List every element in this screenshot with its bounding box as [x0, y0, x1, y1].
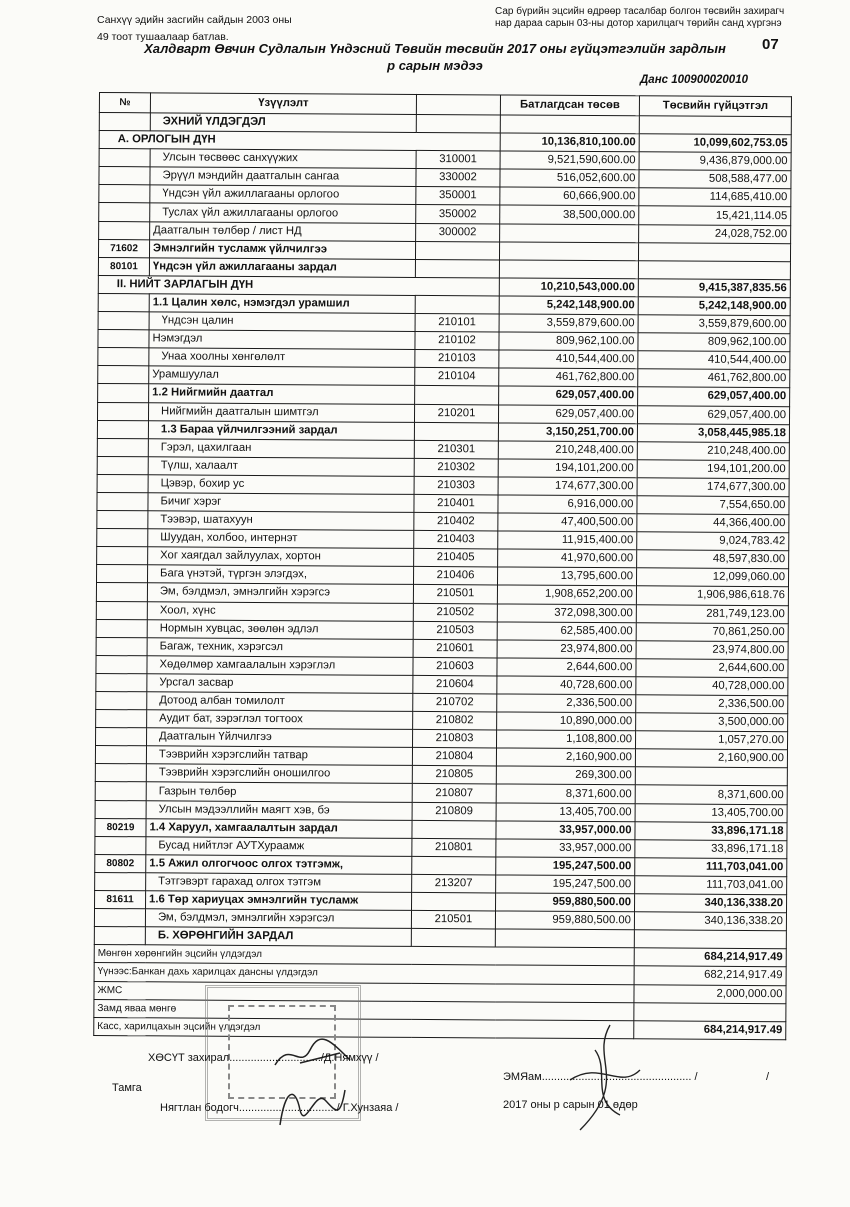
- cell-no: [98, 366, 149, 384]
- cell-no: [96, 655, 147, 673]
- cell-no: [97, 511, 148, 529]
- cell-indicator: Эм, бэлдмэл, эмнэлгийн хэрэгсэл: [145, 909, 411, 929]
- cell-no: [97, 529, 148, 547]
- cell-code: 210301: [414, 440, 498, 459]
- cell-code: 350002: [416, 205, 500, 224]
- col-header-budget: Батлагдсан төсөв: [500, 95, 639, 116]
- cell-code: 210102: [415, 332, 499, 351]
- cell-execution: 194,101,200.00: [637, 460, 789, 479]
- cell-code: 210403: [414, 531, 498, 550]
- cell-indicator: Аудит бат, зэрэглэл тогтоох: [147, 710, 413, 730]
- cell-no: [97, 456, 148, 474]
- cell-budget: 2,336,500.00: [497, 694, 636, 713]
- cell-execution: 3,559,879,600.00: [638, 315, 790, 334]
- cell-execution: [639, 116, 791, 135]
- row-label: Касс, харилцахын эцсийн үлдэгдэл: [94, 1017, 634, 1038]
- cell-indicator: Үндсэн үйл ажиллагааны орлогоо: [150, 185, 416, 205]
- cell-indicator: Үндсэн цалин: [149, 312, 415, 332]
- cell-no: [95, 800, 146, 818]
- cell-budget: 47,400,500.00: [498, 513, 637, 532]
- cell-no: [95, 746, 146, 764]
- cell-budget: [500, 224, 639, 243]
- cell-execution: 1,057,270.00: [635, 731, 787, 750]
- cell-execution: 9,024,783.42: [637, 532, 789, 551]
- cell-budget: 2,644,600.00: [497, 658, 636, 677]
- cell-budget: 210,248,400.00: [498, 441, 637, 460]
- title-line1: Халдварт Өвчин Судлалын Үндэсний Төвийн төсвийн 2017 оны гүйцэтгэлийн зардлын: [144, 41, 726, 56]
- cell-code: 210702: [413, 693, 497, 712]
- cell-budget: 9,521,590,600.00: [500, 151, 639, 170]
- cell-code: 210101: [415, 313, 499, 332]
- cell-code: [415, 259, 499, 278]
- cell-execution: 174,677,300.00: [637, 478, 789, 497]
- cell-code: [412, 856, 496, 875]
- cell-code: [414, 422, 498, 441]
- cell-code: 210604: [413, 675, 497, 694]
- cell-execution: 33,896,171.18: [635, 840, 787, 859]
- cell-indicator: Тээврийн хэрэгслийн оношилгоо: [146, 764, 412, 784]
- cell-code: [411, 929, 495, 948]
- header-left-line2: 49 тоот тушаалаар батлав.: [97, 31, 229, 43]
- cell-execution: 1,906,986,618.76: [636, 586, 788, 605]
- cell-budget: 11,915,400.00: [498, 531, 637, 550]
- cell-budget: 33,957,000.00: [496, 821, 635, 840]
- col-header-indicator: Үзүүлэлт: [150, 93, 416, 115]
- cell-budget: 629,057,400.00: [499, 386, 638, 405]
- cell-no: [96, 619, 147, 637]
- account-number: Данс 100900020010: [640, 74, 748, 86]
- cell-budget: 3,150,251,700.00: [498, 423, 637, 442]
- cell-code: [412, 820, 496, 839]
- cell-execution: 2,160,900.00: [635, 749, 787, 768]
- cell-execution: 111,703,041.00: [635, 876, 787, 895]
- cell-execution: 684,214,917.49: [634, 948, 786, 967]
- cell-code: 210803: [413, 730, 497, 749]
- cell-no: [97, 547, 148, 565]
- cell-budget: 1,108,800.00: [496, 730, 635, 749]
- cell-no: [99, 113, 150, 131]
- cell-budget: 5,242,148,900.00: [499, 296, 638, 315]
- cell-budget: 8,371,600.00: [496, 784, 635, 803]
- cell-code: 210103: [415, 350, 499, 369]
- cell-indicator: 1.1 Цалин хөлс, нэмэгдэл урамшил: [149, 294, 415, 314]
- cell-indicator: Хөдөлмөр хамгаалалын хэрэглэл: [147, 656, 413, 676]
- cell-code: 210405: [414, 549, 498, 568]
- cell-execution: 281,749,123.00: [636, 604, 788, 623]
- cell-indicator: Эмнэлгийн тусламж үйлчилгээ: [149, 239, 415, 259]
- cell-budget: 6,916,000.00: [498, 495, 637, 514]
- cell-budget: 60,666,900.00: [500, 187, 639, 206]
- cell-execution: 8,371,600.00: [635, 785, 787, 804]
- cell-code: 210303: [414, 476, 498, 495]
- cell-no: [96, 637, 147, 655]
- cell-execution: 210,248,400.00: [637, 441, 789, 460]
- cell-code: 210809: [412, 802, 496, 821]
- cell-no: [95, 836, 146, 854]
- cell-execution: 508,588,477.00: [639, 170, 791, 189]
- cell-budget: 41,970,600.00: [498, 549, 637, 568]
- cell-execution: 48,597,830.00: [637, 550, 789, 569]
- cell-indicator: Бусад нийтлэг АУТХураамж: [146, 837, 412, 857]
- cell-code: 310001: [416, 151, 500, 170]
- cell-execution: 10,099,602,753.05: [639, 134, 791, 153]
- cell-budget: 13,795,600.00: [497, 567, 636, 586]
- cell-no: [97, 492, 148, 510]
- row-label: Мөнгөн хөрөнгийн эцсийн үлдэгдэл: [94, 945, 634, 966]
- cell-indicator: 1.3 Бараа үйлчилгээний зардал: [148, 420, 414, 440]
- cell-no: [98, 384, 149, 402]
- cell-indicator: Нийгмийн даатгалын шимтгэл: [148, 402, 414, 422]
- cell-indicator: 1.2 Нийгмийн даатгал: [149, 384, 415, 404]
- cell-budget: 13,405,700.00: [496, 803, 635, 822]
- cell-budget: 33,957,000.00: [496, 839, 635, 858]
- cell-indicator: Тэтгэвэрт гарахад олгох тэтгэм: [146, 873, 412, 893]
- cell-no: [96, 673, 147, 691]
- cell-budget: 516,052,600.00: [500, 169, 639, 188]
- col-header-no: №: [99, 93, 150, 113]
- cell-execution: 23,974,800.00: [636, 641, 788, 660]
- cell-budget: 959,880,500.00: [495, 911, 634, 930]
- row-label: ЖМС: [94, 981, 634, 1002]
- cell-no: [96, 710, 147, 728]
- cell-code: 210501: [413, 585, 497, 604]
- cell-no: 81611: [95, 891, 146, 909]
- cell-indicator: Тээвэр, шатахуун: [148, 511, 414, 531]
- cell-code: [415, 295, 499, 314]
- header-left-line1: Санхүү эдийн засгийн сайдын 2003 оны: [97, 14, 292, 26]
- cell-code: [412, 892, 496, 911]
- cell-budget: 269,300.00: [496, 766, 635, 785]
- cell-indicator: Урамшуулал: [149, 366, 415, 386]
- cell-indicator: ЭХНИЙ ҮЛДЭГДЭЛ: [150, 113, 416, 133]
- stamp-label: Тамга: [112, 1082, 142, 1094]
- cell-execution: 13,405,700.00: [635, 803, 787, 822]
- cell-budget: 38,500,000.00: [500, 205, 639, 224]
- cell-indicator: Үндсэн үйл ажиллагааны зардал: [149, 258, 415, 278]
- cell-code: 210201: [414, 404, 498, 423]
- cell-no: [97, 402, 148, 420]
- cell-indicator: Туслах үйл ажиллагааны орлогоо: [150, 203, 416, 223]
- col-header-code: [416, 94, 500, 115]
- cell-budget: 195,247,500.00: [496, 857, 635, 876]
- report-table: [93, 92, 792, 1040]
- cell-indicator: Б. ХӨРӨНГИЙН ЗАРДАЛ: [145, 927, 411, 947]
- date-line: 2017 оны р сарын 01 өдөр: [503, 1099, 638, 1111]
- cell-execution: 2,336,500.00: [636, 695, 788, 714]
- cell-code: 210804: [412, 748, 496, 767]
- row-label: II. НИЙТ ЗАРЛАГЫН ДҮН: [98, 275, 499, 296]
- cell-indicator: Эрүүл мэндийн даатгалын сангаа: [150, 167, 416, 187]
- accountant-line: Нягтлан бодогч................................/ Г.Хунзаяа /: [160, 1102, 399, 1114]
- cell-execution: 3,058,445,985.18: [637, 423, 789, 442]
- cell-code: 210406: [413, 567, 497, 586]
- cell-budget: 174,677,300.00: [498, 477, 637, 496]
- cell-execution: 9,436,879,000.00: [639, 152, 791, 171]
- cell-indicator: Гэрэл, цахилгаан: [148, 438, 414, 458]
- cell-budget: 40,728,600.00: [497, 676, 636, 695]
- cell-execution: 629,057,400.00: [638, 387, 790, 406]
- cell-execution: 340,136,338.20: [635, 894, 787, 913]
- cell-no: [99, 167, 150, 185]
- cell-no: 71602: [98, 239, 149, 257]
- cell-budget: 10,210,543,000.00: [499, 278, 638, 297]
- cell-code: 210807: [412, 784, 496, 803]
- ministry-slash: /: [766, 1071, 770, 1083]
- cell-indicator: Түлш, халаалт: [148, 457, 414, 477]
- cell-code: 210603: [413, 657, 497, 676]
- cell-execution: [638, 261, 790, 280]
- row-label: А. ОРЛОГЫН ДҮН: [99, 131, 500, 152]
- cell-no: [99, 185, 150, 203]
- table-row: [94, 1017, 786, 1039]
- cell-budget: 461,762,800.00: [499, 368, 638, 387]
- cell-execution: 114,685,410.00: [639, 188, 791, 207]
- cell-no: [99, 221, 150, 239]
- cell-execution: 682,214,917.49: [634, 966, 786, 985]
- document-title: [110, 40, 760, 74]
- cell-code: 210501: [411, 911, 495, 930]
- cell-budget: [500, 115, 639, 134]
- cell-no: [99, 149, 150, 167]
- cell-code: 210402: [414, 512, 498, 531]
- cell-indicator: Нормын хувцас, зөөлөн эдлэл: [147, 619, 413, 639]
- cell-execution: [634, 1002, 786, 1021]
- cell-budget: 1,908,652,200.00: [497, 585, 636, 604]
- cell-execution: 809,962,100.00: [638, 333, 790, 352]
- cell-indicator: Урсгал засвар: [147, 674, 413, 694]
- cell-no: 80219: [95, 818, 146, 836]
- cell-execution: 15,421,114.05: [639, 206, 791, 225]
- cell-execution: 7,554,650.00: [637, 496, 789, 515]
- cell-execution: 410,544,400.00: [638, 351, 790, 370]
- cell-no: [97, 438, 148, 456]
- cell-execution: 70,861,250.00: [636, 622, 788, 641]
- cell-no: [96, 728, 147, 746]
- cell-no: 80101: [98, 257, 149, 275]
- cell-code: 210805: [412, 766, 496, 785]
- cell-indicator: Даатгалын төлбөр / лист НД: [150, 221, 416, 241]
- cell-no: [94, 927, 145, 945]
- cell-execution: 3,500,000.00: [636, 713, 788, 732]
- cell-no: [95, 782, 146, 800]
- cell-no: [97, 565, 148, 583]
- cell-code: 210802: [413, 712, 497, 731]
- cell-execution: 40,728,000.00: [636, 677, 788, 696]
- cell-code: 210801: [412, 838, 496, 857]
- cell-code: 210601: [413, 639, 497, 658]
- cell-execution: 2,000,000.00: [634, 984, 786, 1003]
- cell-indicator: 1.6 Төр хариуцах эмнэлгийн тусламж: [146, 891, 412, 911]
- row-label: Замд яваа мөнгө: [94, 999, 634, 1020]
- cell-no: [98, 348, 149, 366]
- cell-no: [98, 293, 149, 311]
- cell-indicator: Улсын төсвөөс санхүүжих: [150, 149, 416, 169]
- cell-indicator: Даатгалын Үйлчилгээ: [147, 728, 413, 748]
- cell-execution: 24,028,752.00: [639, 224, 791, 243]
- cell-execution: 2,644,600.00: [636, 659, 788, 678]
- cell-no: [98, 312, 149, 330]
- cell-code: 300002: [416, 223, 500, 242]
- cell-no: [98, 330, 149, 348]
- cell-no: [97, 474, 148, 492]
- cell-execution: 33,896,171.18: [635, 821, 787, 840]
- cell-execution: 684,214,917.49: [634, 1020, 786, 1039]
- cell-indicator: Шуудан, холбоо, интернэт: [148, 529, 414, 549]
- cell-execution: 12,099,060.00: [636, 568, 788, 587]
- cell-code: [416, 114, 500, 133]
- cell-indicator: Тээврийн хэрэгслийн татвар: [146, 746, 412, 766]
- header-right: Сар бүрийн эцсийн өдрөөр тасалбар болгон төсвийн захирагч нар дараа сарын 03-ны дотор харилцагч төрийн санд хүргэнэ: [495, 6, 785, 29]
- cell-code: 210502: [413, 603, 497, 622]
- cell-indicator: Нэмэгдэл: [149, 330, 415, 350]
- cell-budget: 23,974,800.00: [497, 640, 636, 659]
- cell-no: [94, 909, 145, 927]
- cell-budget: 195,247,500.00: [496, 875, 635, 894]
- cell-budget: 194,101,200.00: [498, 459, 637, 478]
- cell-budget: [499, 260, 638, 279]
- cell-indicator: Дотоод албан томилолт: [147, 692, 413, 712]
- cell-budget: 629,057,400.00: [498, 404, 637, 423]
- cell-code: 330002: [416, 169, 500, 188]
- cell-indicator: Унаа хоолны хөнгөлөлт: [149, 348, 415, 368]
- cell-budget: 10,136,810,100.00: [500, 133, 639, 152]
- cell-execution: [638, 242, 790, 261]
- cell-code: 210503: [413, 621, 497, 640]
- cell-budget: 3,559,879,600.00: [499, 314, 638, 333]
- cell-indicator: 1.4 Харуул, хамгаалалтын зардал: [146, 818, 412, 838]
- cell-indicator: 1.5 Ажил олгогчоос олгох тэтгэмж,: [146, 855, 412, 875]
- page-number: 07: [762, 36, 779, 53]
- title-line2: р сарын мэдээ: [387, 58, 483, 73]
- cell-budget: 959,880,500.00: [496, 893, 635, 912]
- cell-execution: [635, 767, 787, 786]
- cell-indicator: Газрын төлбөр: [146, 782, 412, 802]
- cell-no: [96, 583, 147, 601]
- cell-no: [96, 691, 147, 709]
- cell-budget: 10,890,000.00: [497, 712, 636, 731]
- cell-execution: 629,057,400.00: [637, 405, 789, 424]
- cell-budget: 809,962,100.00: [499, 332, 638, 351]
- cell-indicator: Багаж, техник, хэрэгсэл: [147, 638, 413, 658]
- cell-indicator: Эм, бэлдмэл, эмнэлгийн хэрэгсэ: [147, 583, 413, 603]
- cell-code: [415, 241, 499, 260]
- cell-no: 80802: [95, 854, 146, 872]
- row-label: Үүнээс:Банкан дахь харилцах дансны үлдэгдэл: [94, 963, 634, 984]
- cell-no: [97, 420, 148, 438]
- cell-indicator: Бага үнэтэй, түргэн элэгдэх,: [148, 565, 414, 585]
- cell-execution: 111,703,041.00: [635, 858, 787, 877]
- cell-indicator: Цэвэр, бохир ус: [148, 475, 414, 495]
- cell-budget: 372,098,300.00: [497, 603, 636, 622]
- ministry-line: ЭМЯам................................................. /: [503, 1071, 698, 1083]
- cell-no: [99, 203, 150, 221]
- cell-no: [95, 872, 146, 890]
- cell-code: 350001: [416, 187, 500, 206]
- cell-code: 210104: [415, 368, 499, 387]
- director-line: ХӨСҮТ захирал............................../Д.Нямхүү /: [148, 1052, 379, 1064]
- cell-code: [415, 386, 499, 405]
- cell-budget: [495, 929, 634, 948]
- cell-code: 210302: [414, 458, 498, 477]
- col-header-execution: Төсвийн гүйцэтгэл: [639, 96, 791, 117]
- cell-budget: 62,585,400.00: [497, 622, 636, 641]
- cell-budget: 410,544,400.00: [499, 350, 638, 369]
- cell-indicator: Хог хаягдал зайлуулах, хортон: [148, 547, 414, 567]
- cell-budget: [499, 242, 638, 261]
- cell-execution: 461,762,800.00: [638, 369, 790, 388]
- cell-budget: 2,160,900.00: [496, 748, 635, 767]
- cell-execution: 340,136,338.20: [634, 912, 786, 931]
- cell-execution: 9,415,387,835.56: [638, 279, 790, 298]
- cell-indicator: Бичиг хэрэг: [148, 493, 414, 513]
- cell-execution: [634, 930, 786, 949]
- cell-indicator: Хоол, хүнс: [147, 601, 413, 621]
- cell-no: [96, 601, 147, 619]
- cell-execution: 44,366,400.00: [637, 514, 789, 533]
- cell-no: [95, 764, 146, 782]
- cell-code: 213207: [412, 874, 496, 893]
- cell-indicator: Улсын мэдээллийн маягт хэв, бэ: [146, 800, 412, 820]
- cell-code: 210401: [414, 494, 498, 513]
- cell-execution: 5,242,148,900.00: [638, 297, 790, 316]
